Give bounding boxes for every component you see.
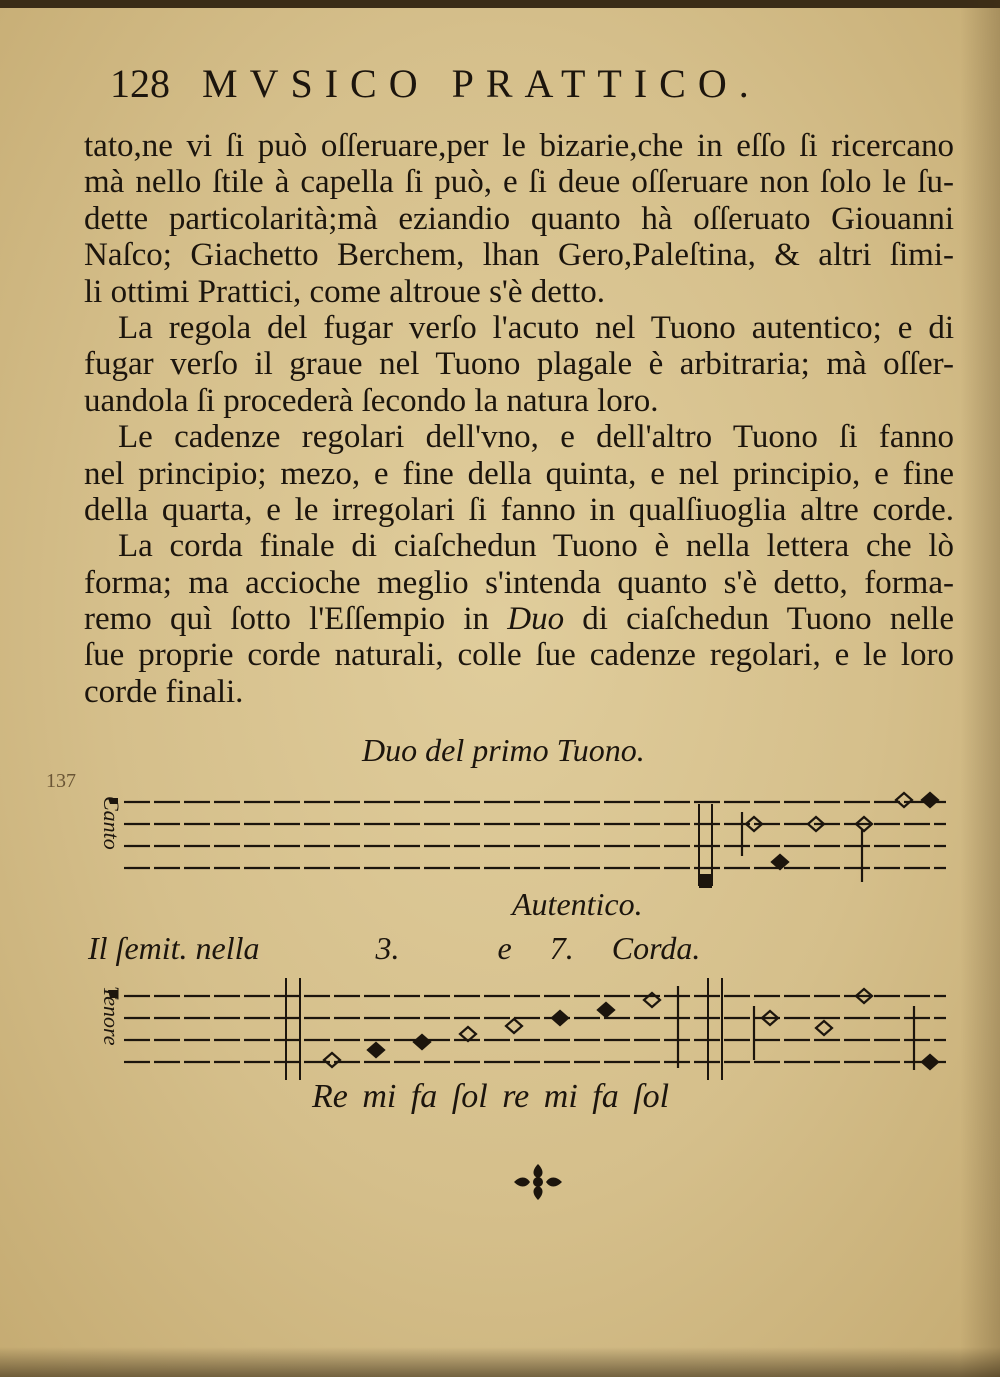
margin-note: 137 <box>46 770 76 792</box>
text-segment-italic: Duo <box>507 601 565 638</box>
text-line: Naſco; Giachetto Berchem, lhan Gero,Paleſtina, & altri ſimi- <box>84 237 954 274</box>
canto-voice-label: Canto <box>99 796 124 850</box>
body-text <box>84 128 954 710</box>
autentico-caption: Autentico. <box>512 886 643 922</box>
tenore-staff <box>96 972 956 1082</box>
page-number: 128 <box>110 61 170 106</box>
text-line: corde finali. <box>84 673 244 710</box>
text-line: forma; ma accioche meglio s'intenda quanto s'è detto, forma- <box>84 564 954 601</box>
canto-staff <box>96 790 956 900</box>
semitone-number: 7. <box>549 930 574 966</box>
text-line: uandola ſi procederà ſecondo la natura loro. <box>84 382 659 419</box>
tenore-voice-label: Tenore <box>99 986 124 1046</box>
text-line: fugar verſo il graue nel Tuono plagale è arbitraria; mà oſſer- <box>84 346 954 383</box>
text-line: dette particolarità;mà eziandio quanto hà oſſeruato Giouanni <box>84 200 954 237</box>
page-top-edge <box>0 0 1000 8</box>
text-line: ſue proprie corde naturali, colle ſue cadenze regolari, e le loro <box>84 637 954 674</box>
semitone-number: 3. <box>375 930 400 966</box>
semitone-corda: Corda. <box>611 930 701 966</box>
text-line: della quarta, e le irregolari ſi fanno in qualſiuoglia altre corde. <box>84 491 954 528</box>
paragraph-start: Le cadenze regolari dell'vno, e dell'altro Tuono ſi fanno <box>118 419 954 456</box>
text-line: mà nello ſtile à capella ſi può, e ſi deue oſſeruare non ſolo le ſu- <box>84 164 954 201</box>
text-segment: remo quì ſotto l'Eſſempio in <box>84 601 490 638</box>
paragraph-start: La regola del fugar verſo l'acuto nel Tuono autentico; e di <box>118 309 954 346</box>
semitone-text: Il ſemit. nella <box>88 930 260 966</box>
text-line <box>84 601 954 637</box>
text-line: nel principio; mezo, e fine della quinta, e nel principio, e fine <box>84 455 954 492</box>
text-line: li ottimi Prattici, come altroue s'è detto. <box>84 273 605 310</box>
semitone-conjunction: e <box>497 930 512 966</box>
semitone-caption <box>88 930 700 967</box>
text-line: tato,ne vi ſi può oſſeruare,per le bizarie,che in eſſo ſi ricercano <box>84 128 954 164</box>
running-title: MVSICO PRATTICO. <box>202 61 761 106</box>
page-bottom-edge <box>0 1347 1000 1377</box>
fleuron-icon <box>508 1160 568 1204</box>
page-header <box>110 60 850 110</box>
solmization-text: Re mi fa ſol re mi fa ſol <box>312 1078 670 1115</box>
text-segment: di ciaſchedun Tuono nelle <box>582 601 954 638</box>
page-right-shadow <box>960 0 1000 1377</box>
paragraph-start: La corda finale di ciaſchedun Tuono è nella lettera che lò <box>118 528 954 565</box>
example-title: Duo del primo Tuono. <box>362 732 645 768</box>
